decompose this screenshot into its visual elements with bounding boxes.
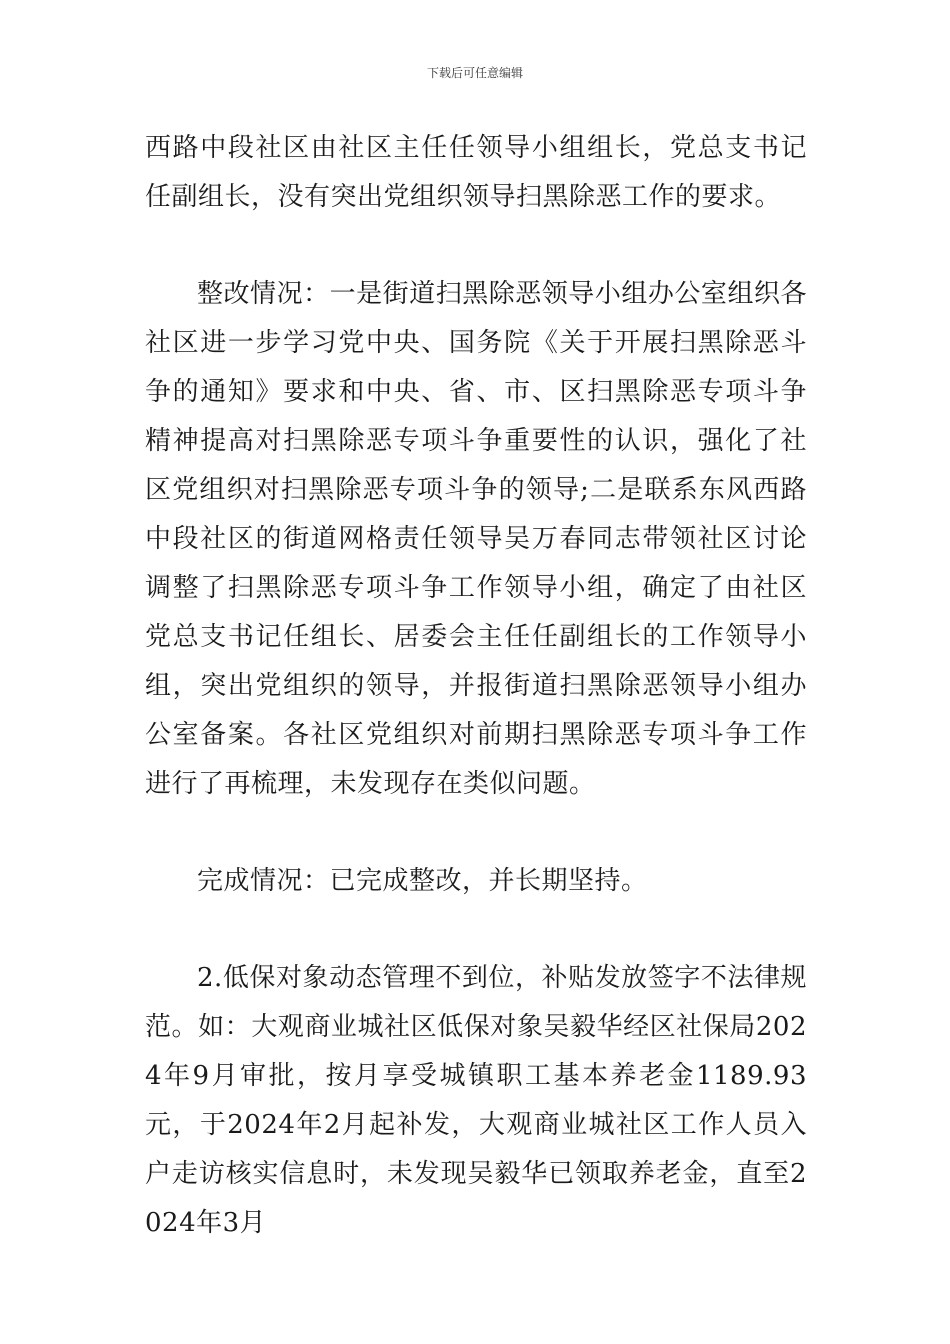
document-body <box>145 124 807 1248</box>
paragraph-rectification: 整改情况：一是街道扫黑除恶领导小组办公室组织各社区进一步学习党中央、国务院《关于开展扫黑除恶斗争的通知》要求和中央、省、市、区扫黑除恶专项斗争精神提高对扫黑除恶专项斗争重要性的认识，强化了社区党组织对扫黑除恶专项斗争的领导;二是联系东风西路中段社区的街道网格责任领导吴万春同志带领社区讨论调整了扫黑除恶专项斗争工作领导小组，确定了由社区党总支书记任组长、居委会主任任副组长的工作领导小组，突出党组织的领导，并报街道扫黑除恶领导小组办公室备案。各社区党组织对前期扫黑除恶专项斗争工作进行了再梳理，未发现存在类似问题。 <box>145 279 807 799</box>
paragraph-gap <box>145 906 807 954</box>
page-header-note: 下载后可任意编辑 <box>426 66 523 80</box>
paragraph-completion: 完成情况：已完成整改，并长期坚持。 <box>197 866 648 896</box>
paragraph-continuation: 西路中段社区由社区主任任领导小组组长，党总支书记任副组长，没有突出党组织领导扫黑除恶工作的要求。 <box>145 133 807 212</box>
paragraph-issue-2: 2.低保对象动态管理不到位，补贴发放签字不法律规范。如：大观商业城社区低保对象吴毅华经区社保局2024年9月审批，按月享受城镇职工基本养老金1189.93元，于2024年2月起补发，大观商业城社区工作人员入户走访核实信息时，未发现吴毅华已领取养老金，直至2024年3月 <box>145 963 807 1238</box>
paragraph-gap <box>145 809 807 857</box>
paragraph-gap <box>145 222 807 270</box>
